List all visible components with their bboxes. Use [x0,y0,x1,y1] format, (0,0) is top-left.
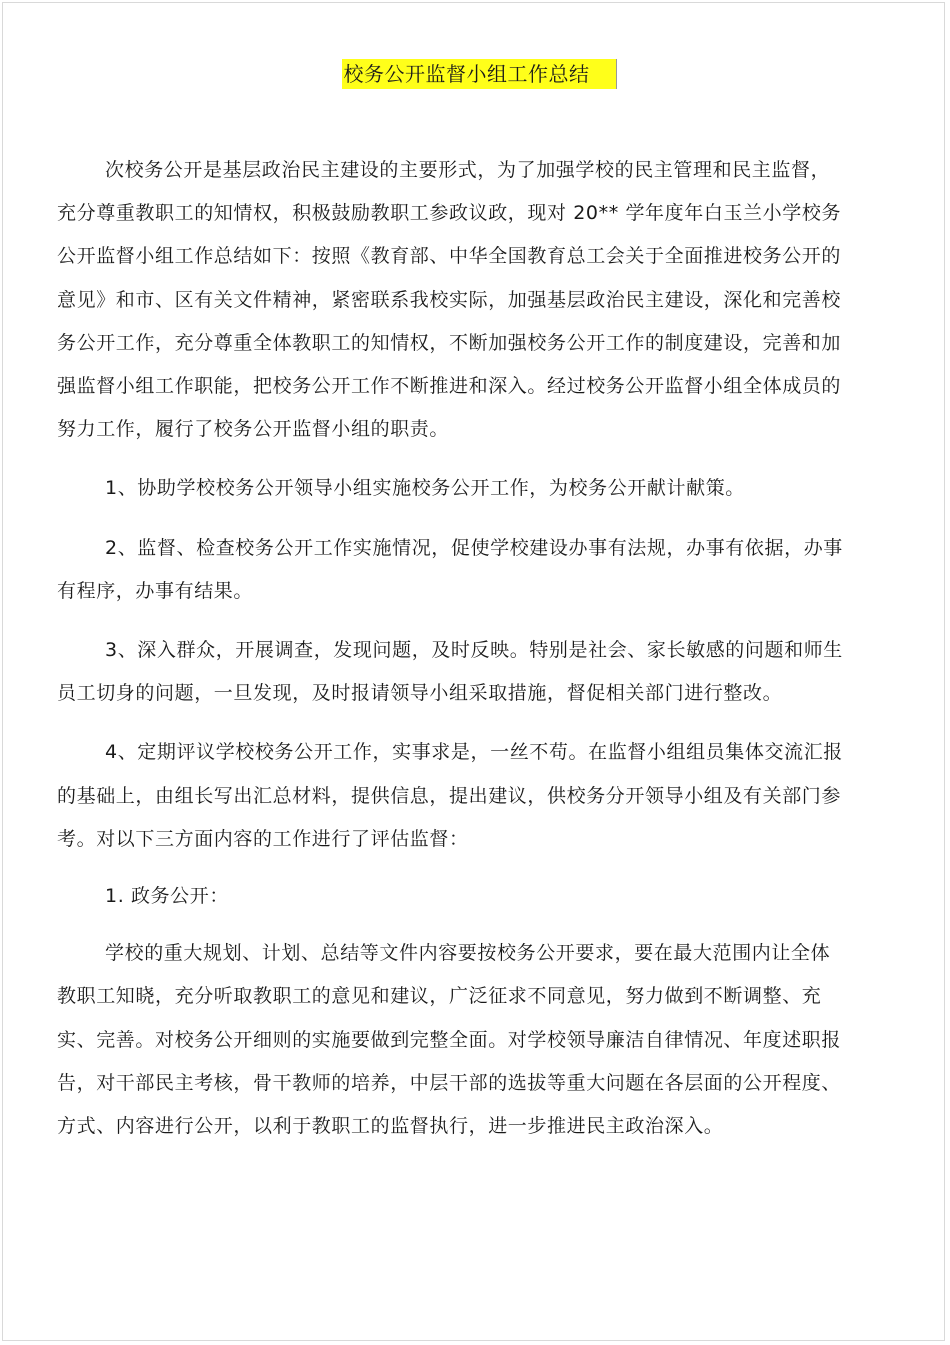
duty-item-2: 2、监督、检查校务公开工作实施情况，促使学校建设办事有法规，办事有依据，办事有程序，办事有结果。 [57,536,843,602]
title-container [0,59,950,89]
government-affairs-paragraph: 学校的重大规划、计划、总结等文件内容要按校务公开要求，要在最大范围内让全体教职工知晓，充分听取教职工的意见和建议，广泛征求不同意见，努力做到不断调整、充实、完善。对校务公开细则的实施要做到完整全面。对学校领导廉洁自律情况、年度述职报告，对干部民主考核，骨干教师的培养，中层干部的选拔等重大问题在各层面的公开程度、方式、内容进行公开，以利于教职工的监督执行，进一步推进民主政治深入。 [57,942,842,1138]
intro-paragraph: 次校务公开是基层政治民主建设的主要形式，为了加强学校的民主管理和民主监督，充分尊重教职工的知情权，积极鼓励教职工参政议政，现对 20** 学年度年白玉兰小学校务公开监督小组工作总结如下：按照《教育部、中华全国教育总工会关于全面推进校务公开的意见》和市、区有关文件精神，紧密联系我校实际，加强基层政治民主建设，深化和完善校务公开工作，充分尊重全体教职工的知情权，不断加强校务公开工作的制度建设，完善和加强监督小组工作职能，把校务公开工作不断推进和深入。经过校务公开监督小组全体成员的努力工作，履行了校务公开监督小组的职责。 [57,159,842,441]
document-body [57,149,847,1148]
section-heading-government-affairs: 1. 政务公开： [105,885,229,908]
duty-item-3: 3、深入群众，开展调查，发现问题，及时反映。特别是社会、家长敏感的问题和师生员工切身的问题，一旦发现，及时报请领导小组采取措施，督促相关部门进行整改。 [57,639,843,705]
duty-item-1: 1、协助学校校务公开领导小组实施校务公开工作，为校务公开献计献策。 [105,477,745,500]
duty-item-4: 4、定期评议学校校务公开工作，实事求是，一丝不苟。在监督小组组员集体交流汇报的基础上，由组长写出汇总材料，提供信息，提出建议，供校务分开领导小组及有关部门参考。对以下三方面内容的工作进行了评估监督： [57,741,843,850]
document-title: 校务公开监督小组工作总结 [342,59,617,89]
